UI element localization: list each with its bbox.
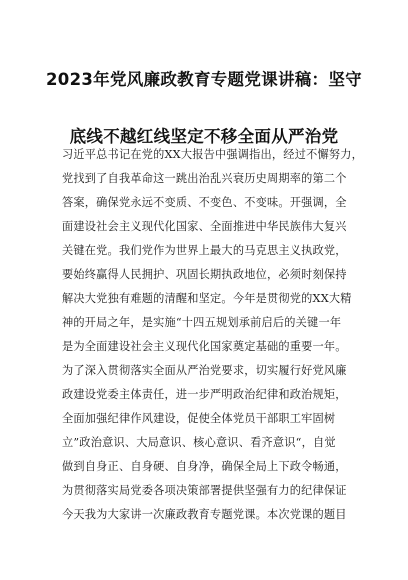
- paragraph-line: 解决大党独有难题的清醒和坚定。今年是贯彻党的XX大精: [62, 292, 352, 305]
- paragraph-line: 立”政治意识、大局意识、核心意识、看齐意识“，自觉: [62, 436, 336, 449]
- paragraph-line: 做到自身正、自身硬、自身净，确保全局上下政令畅通，: [62, 460, 347, 473]
- paragraph-line: 党找到了自我革命这一跳出治乱兴衰历史周期率的第二个: [62, 172, 347, 185]
- paragraph-line: 全面加强纪律作风建设，促使全体党员干部职工牢固树: [62, 412, 336, 425]
- paragraph-line: 政建设党委主体责任，进一步严明政治纪律和政治规矩，: [62, 388, 347, 401]
- paragraph-line: 习近平总书记在党的XX大报告中强调指出，经过不懈努力，: [62, 148, 364, 161]
- document-title-line-1: 2023年党风廉政教育专题党课讲稿：坚守: [46, 70, 362, 89]
- paragraph-line: 要始终赢得人民拥护、巩固长期执政地位，必须时刻保持: [62, 268, 347, 281]
- paragraph-line: 面建设社会主义现代化国家、全面推进中华民族伟大复兴: [62, 220, 347, 233]
- document-title-line-2: 底线不越红线坚定不移全面从严治党: [69, 127, 339, 146]
- paragraph-line: 关键在党。我们党作为世界上最大的马克思主义执政党，: [62, 244, 347, 257]
- paragraph-line: 今天我为大家讲一次廉政教育专题党课。本次党课的题目: [62, 508, 347, 521]
- paragraph-line: 为贯彻落实局党委各项决策部署提供坚强有力的纪律保证: [62, 484, 347, 497]
- paragraph-line: 为了深入贯彻落实全面从严治党要求，切实履行好党风廉: [62, 364, 347, 377]
- paragraph-line: 是为全面建设社会主义现代化国家奠定基础的重要一年。: [62, 340, 347, 353]
- paragraph-line: 答案，确保党永远不变质、不变色、不变味。开强调，全: [62, 196, 347, 209]
- paragraph-line: 神的开局之年，是实施“十四五规划承前启后的关键一年: [62, 316, 342, 329]
